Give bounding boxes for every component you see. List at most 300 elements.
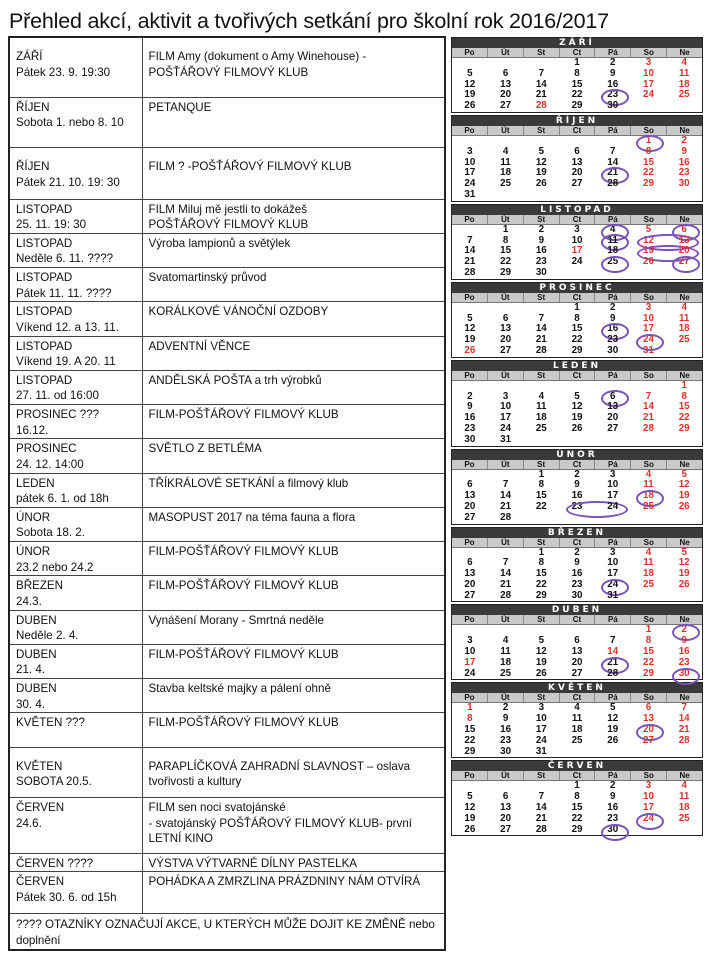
day-cell: 18 <box>678 323 690 335</box>
month-calendar <box>451 37 703 113</box>
month-name: LEDEN <box>452 361 702 371</box>
day-cell: 24 <box>535 734 547 746</box>
day-cell: 23 <box>559 502 595 513</box>
empty-day-cell <box>666 513 702 524</box>
event-description-text: Stavba keltské majky a pálení ohně <box>148 682 331 696</box>
day-cell: 5 <box>681 468 687 480</box>
day-cell: 2 <box>610 780 616 792</box>
event-date-text: ZÁŘÍ <box>16 50 43 63</box>
event-description-cell <box>142 97 445 147</box>
day-cell: 10 <box>607 479 619 491</box>
day-cell: 2 <box>574 468 580 480</box>
day-cell: 5 <box>574 390 580 402</box>
day-name: Ne <box>666 538 702 547</box>
empty-day-cell <box>631 747 667 758</box>
day-cell: 1 <box>574 780 580 792</box>
day-cell: 9 <box>610 791 616 803</box>
day-cell: 6 <box>574 145 580 157</box>
calendar-column <box>451 37 703 836</box>
day-cell: 28 <box>678 734 690 746</box>
event-row <box>9 97 445 147</box>
day-name: Út <box>487 460 523 469</box>
day-cell: 5 <box>610 702 616 714</box>
day-cell: 14 <box>500 568 512 580</box>
event-date-cell <box>9 233 142 267</box>
event-date-cell <box>9 644 142 678</box>
day-cell: 8 <box>645 145 652 157</box>
day-cell: 27 <box>666 257 702 268</box>
day-name: Ne <box>666 371 702 380</box>
empty-day-cell <box>666 101 702 112</box>
day-cell: 10 <box>500 401 512 413</box>
day-cell: 1 <box>574 301 580 313</box>
day-name: Ct <box>559 48 595 57</box>
day-cell: 13 <box>500 78 512 90</box>
day-cell: 8 <box>574 67 580 79</box>
event-description-cell <box>142 798 445 853</box>
day-cell: 10 <box>607 557 619 569</box>
event-date-cell <box>9 747 142 797</box>
day-cell: 26 <box>464 100 476 112</box>
day-cell: 23 <box>607 812 619 824</box>
day-cell: 13 <box>643 713 654 725</box>
event-description-text: FILM ? -POŠŤÁŘOVÝ FILMOVÝ KLUB <box>148 160 352 174</box>
page-title: Přehled akcí, aktivit a tvořivých setkání pro školní rok 2016/2017 <box>9 9 609 33</box>
day-cell: 28 <box>607 178 619 190</box>
week-row <box>452 257 702 268</box>
day-cell: 24 <box>643 89 654 101</box>
empty-day-cell <box>595 190 631 201</box>
day-cell: 8 <box>645 635 652 647</box>
day-name: Po <box>464 48 475 57</box>
day-cell: 17 <box>643 78 654 90</box>
day-cell: 7 <box>610 635 616 647</box>
event-row <box>9 148 445 199</box>
event-date-cell <box>9 798 142 853</box>
day-cell: 24 <box>631 814 667 825</box>
day-cell: 5 <box>467 791 473 803</box>
month-name: LISTOPAD <box>452 205 702 215</box>
day-cell: 7 <box>538 312 545 324</box>
day-cell: 21 <box>643 412 654 424</box>
event-date-text: ČERVEN ???? <box>16 856 94 870</box>
event-date-text: 24. 12. 14:00 <box>16 457 84 471</box>
day-name: Ne <box>666 126 702 135</box>
day-name: Pá <box>594 771 630 780</box>
day-cell: 25 <box>643 578 654 590</box>
day-cell: 28 <box>607 667 619 679</box>
day-cell: 1 <box>631 136 667 147</box>
week-row <box>452 346 702 357</box>
week-row <box>452 303 702 314</box>
day-cell: 23 <box>500 734 512 746</box>
event-date-text: 23.2 nebo 24.2 <box>16 560 94 574</box>
day-name: St <box>523 371 559 380</box>
event-date-text: SOBOTA 20.5. <box>16 775 92 789</box>
day-cell: 11 <box>643 479 654 491</box>
day-cell: 2 <box>538 223 545 235</box>
day-cell: 12 <box>464 323 476 335</box>
event-description-text: PETANQUE <box>148 100 212 114</box>
day-cell: 28 <box>535 344 547 356</box>
day-cell: 15 <box>535 490 547 502</box>
event-date-text: 24.3. <box>16 594 42 608</box>
month-name: ŘÍJEN <box>452 116 702 126</box>
day-name: Po <box>464 125 475 135</box>
event-date-cell <box>9 542 142 576</box>
day-cell: 15 <box>571 802 583 814</box>
event-description-text: FILM Amy (dokument o Amy Winehouse) - <box>148 50 367 63</box>
empty-day-cell <box>595 513 631 524</box>
empty-day-cell <box>666 825 702 836</box>
day-cell: 17 <box>464 656 476 668</box>
event-date-cell <box>9 576 142 610</box>
day-cell: 18 <box>571 724 583 736</box>
events-table <box>8 36 446 951</box>
day-cell: 20 <box>631 725 667 736</box>
day-cell: 2 <box>681 134 687 146</box>
day-cell: 13 <box>571 156 583 168</box>
day-cell: 2 <box>610 57 616 68</box>
day-cell: 6 <box>645 702 652 714</box>
day-name: Po <box>464 214 475 224</box>
note-text: doplnění <box>16 933 61 947</box>
event-row <box>9 199 445 233</box>
event-description-cell <box>142 439 445 473</box>
day-cell: 7 <box>645 390 652 402</box>
day-cell: 7 <box>538 791 545 803</box>
day-cell: 14 <box>500 490 512 502</box>
day-cell: 15 <box>643 156 654 168</box>
day-cell: 16 <box>678 646 690 658</box>
day-cell: 22 <box>643 167 654 179</box>
day-cell: 11 <box>678 791 690 803</box>
event-description-text: FILM-POŠŤÁŘOVÝ FILMOVÝ KLUB <box>148 408 339 422</box>
month-calendar <box>451 760 703 836</box>
event-date-text: 27. 11. od 16:00 <box>16 389 99 403</box>
day-cell: 10 <box>464 156 476 168</box>
event-description-cell <box>142 37 445 97</box>
day-cell: 3 <box>645 57 652 68</box>
day-cell: 16 <box>607 78 619 90</box>
day-name: Pá <box>594 371 630 380</box>
day-cell: 18 <box>607 245 619 257</box>
event-row <box>9 798 445 853</box>
day-cell: 8 <box>681 390 687 402</box>
day-cell: 10 <box>464 646 476 658</box>
month-calendar <box>451 449 703 525</box>
event-row <box>9 644 445 678</box>
day-cell: 27 <box>500 100 512 112</box>
day-cell: 9 <box>574 557 580 569</box>
empty-day-cell <box>631 513 667 524</box>
week-row <box>452 435 702 446</box>
day-cell: 20 <box>607 412 619 424</box>
day-cell: 12 <box>571 401 583 413</box>
day-cell: 7 <box>538 67 545 79</box>
day-name: St <box>523 538 559 547</box>
day-cell: 5 <box>538 145 545 157</box>
day-cell: 27 <box>643 734 654 746</box>
day-cell: 29 <box>643 178 654 190</box>
day-cell: 14 <box>535 323 547 335</box>
day-cell: 1 <box>574 57 580 68</box>
event-date-text: Neděle 6. 11. ???? <box>16 252 114 266</box>
day-cell: 14 <box>535 802 547 814</box>
event-date-text: LISTOPAD <box>16 305 73 319</box>
day-cell: 27 <box>464 511 476 523</box>
month-name: ČERVEN <box>452 761 702 771</box>
day-name: Út <box>487 693 523 702</box>
day-cell: 4 <box>645 546 652 558</box>
day-name: Ct <box>559 615 595 624</box>
month-name: KVĚTEN <box>452 683 702 693</box>
day-cell: 25 <box>678 89 690 101</box>
event-description-cell <box>142 747 445 797</box>
day-cell: 16 <box>571 490 583 502</box>
day-cell: 10 <box>643 312 654 324</box>
event-date-text: LISTOPAD <box>16 271 73 285</box>
event-date-cell <box>9 199 142 233</box>
day-cell: 22 <box>678 412 690 424</box>
day-cell: 21 <box>535 89 547 101</box>
week-row <box>452 669 702 680</box>
event-description-text: POŠŤÁŘOVÝ FILMOVÝ KLUB <box>148 65 309 79</box>
day-name: Út <box>487 215 523 224</box>
empty-day-cell <box>523 513 559 524</box>
event-date-text: 24.6. <box>16 816 42 830</box>
day-cell: 21 <box>595 658 631 669</box>
day-cell: 30 <box>595 825 631 836</box>
event-description-cell <box>142 542 445 576</box>
day-name: So <box>630 126 666 135</box>
empty-day-cell <box>559 513 595 524</box>
day-name: Pá <box>594 693 630 702</box>
month-calendar <box>451 204 703 280</box>
event-description-cell <box>142 268 445 302</box>
day-name: St <box>523 460 559 469</box>
day-name: Út <box>487 126 523 135</box>
empty-day-cell <box>523 435 559 446</box>
day-name: Pá <box>594 538 630 547</box>
event-description-cell <box>142 507 445 541</box>
day-cell: 15 <box>571 78 583 90</box>
event-description-text: FILM sen noci svatojánské <box>148 801 286 815</box>
empty-day-cell <box>631 101 667 112</box>
event-date-text: DUBEN <box>16 613 57 627</box>
event-date-cell <box>9 713 142 747</box>
event-date-text: Pátek 30. 6. od 15h <box>16 890 117 904</box>
day-cell: 14 <box>643 401 654 413</box>
day-cell: 27 <box>607 422 619 434</box>
day-name: So <box>630 693 666 702</box>
event-description-text: ADVENTNÍ VĚNCE <box>148 339 251 353</box>
empty-day-cell <box>631 825 667 836</box>
day-cell: 12 <box>631 236 667 247</box>
day-cell: 14 <box>678 713 690 725</box>
day-cell: 26 <box>678 500 690 512</box>
event-description-text: SVĚTLO Z BETLÉMA <box>148 442 262 456</box>
day-cell: 23 <box>464 422 476 434</box>
day-cell: 7 <box>502 479 509 491</box>
day-name: St <box>523 126 559 135</box>
empty-day-cell <box>488 190 524 201</box>
day-cell: 15 <box>678 401 690 413</box>
event-description-cell <box>142 644 445 678</box>
event-description-text: FILM-POŠŤÁŘOVÝ FILMOVÝ KLUB <box>148 647 339 661</box>
day-name: So <box>630 371 666 380</box>
empty-day-cell <box>559 268 595 279</box>
day-cell: 11 <box>643 557 654 569</box>
event-date-cell <box>9 405 142 439</box>
event-description-text: VÝSTVA VÝTVARNÉ DÍLNY PASTELKA <box>148 856 358 870</box>
day-cell: 7 <box>502 557 509 569</box>
day-cell: 4 <box>681 780 687 792</box>
event-date-text: ÚNOR <box>16 510 51 524</box>
day-name: Po <box>464 615 475 625</box>
day-cell: 11 <box>536 401 547 413</box>
day-cell: 6 <box>574 635 580 647</box>
event-date-text: BŘEZEN <box>16 579 64 593</box>
day-cell: 2 <box>502 702 509 714</box>
event-row <box>9 507 445 541</box>
day-cell: 13 <box>464 568 476 580</box>
day-cell: 19 <box>464 334 476 346</box>
day-cell: 24 <box>464 178 476 190</box>
empty-day-cell <box>595 268 631 279</box>
day-cell: 24 <box>595 580 631 591</box>
day-cell: 16 <box>571 568 583 580</box>
day-cell: 3 <box>645 301 652 313</box>
event-description-text: LETNÍ KINO <box>148 832 213 846</box>
day-cell: 11 <box>678 67 690 79</box>
day-cell: 3 <box>538 702 545 714</box>
day-cell: 30 <box>500 745 512 757</box>
empty-day-cell <box>523 303 559 314</box>
day-cell: 4 <box>595 225 631 236</box>
day-cell: 30 <box>678 178 690 190</box>
day-cell: 18 <box>500 167 512 179</box>
day-cell: 31 <box>464 188 476 200</box>
event-description-cell <box>142 405 445 439</box>
day-cell: 19 <box>607 724 619 736</box>
event-description-text: MASOPUST 2017 na téma fauna a flora <box>148 510 356 524</box>
day-cell: 29 <box>571 823 583 835</box>
day-name: Po <box>464 292 475 302</box>
event-date-text: Sobota 1. nebo 8. 10 <box>16 116 124 130</box>
day-cell: 18 <box>535 412 547 424</box>
empty-day-cell <box>488 303 524 314</box>
day-name: Út <box>487 293 523 302</box>
day-cell: 26 <box>464 344 476 356</box>
day-cell: 30 <box>464 433 476 445</box>
month-name: BŘEZEN <box>452 528 702 538</box>
day-cell: 14 <box>607 646 619 658</box>
day-cell: 4 <box>681 57 687 68</box>
empty-day-cell <box>452 381 488 392</box>
event-row <box>9 370 445 404</box>
day-cell: 5 <box>467 312 473 324</box>
day-name: St <box>523 215 559 224</box>
day-cell: 29 <box>535 589 547 601</box>
day-cell: 21 <box>500 578 512 590</box>
day-cell: 17 <box>643 323 654 335</box>
week-row <box>452 381 702 392</box>
day-cell: 19 <box>535 656 547 668</box>
day-cell: 28 <box>500 589 512 601</box>
day-cell: 20 <box>464 500 476 512</box>
day-cell: 25 <box>678 812 690 824</box>
event-date-text: LISTOPAD <box>16 202 73 216</box>
event-description-cell <box>142 370 445 404</box>
day-name: Ne <box>666 48 702 57</box>
day-cell: 21 <box>500 500 512 512</box>
day-name: Ct <box>559 126 595 135</box>
empty-day-cell <box>559 190 595 201</box>
event-row <box>9 610 445 644</box>
day-cell: 4 <box>502 635 509 647</box>
day-name: Pá <box>594 460 630 469</box>
day-cell: 21 <box>678 724 690 736</box>
day-cell: 3 <box>610 468 616 480</box>
empty-day-cell <box>666 747 702 758</box>
day-cell: 29 <box>500 266 512 278</box>
event-description-text: FILM Miluj mě jestli to dokážeš <box>148 202 307 216</box>
day-cell: 5 <box>645 223 652 235</box>
event-date-cell <box>9 679 142 713</box>
day-cell: 13 <box>500 323 512 335</box>
day-cell: 25 <box>678 334 690 346</box>
day-cell: 17 <box>571 245 583 257</box>
event-row <box>9 439 445 473</box>
day-name: Ne <box>666 771 702 780</box>
day-cell: 7 <box>467 234 473 246</box>
empty-day-cell <box>595 747 631 758</box>
week-row <box>452 747 702 758</box>
event-date-cell <box>9 507 142 541</box>
day-cell: 16 <box>595 324 631 335</box>
event-description-text: Vynášení Morany - Smrtná neděle <box>148 613 324 627</box>
day-cell: 26 <box>535 667 547 679</box>
event-description-cell <box>142 233 445 267</box>
day-cell: 25 <box>595 257 631 268</box>
event-date-cell <box>9 610 142 644</box>
day-cell: 19 <box>535 167 547 179</box>
day-cell: 6 <box>467 479 473 491</box>
day-cell: 26 <box>464 823 476 835</box>
day-cell: 27 <box>571 667 583 679</box>
day-cell: 25 <box>500 178 512 190</box>
event-row <box>9 473 445 507</box>
day-cell: 10 <box>535 713 547 725</box>
day-name: St <box>523 693 559 702</box>
day-cell: 13 <box>678 234 690 246</box>
event-date-text: LEDEN <box>16 476 55 490</box>
event-row <box>9 872 445 914</box>
day-cell: 26 <box>571 422 583 434</box>
day-cell: 15 <box>643 646 654 658</box>
event-date-text: ČERVEN <box>16 801 65 815</box>
day-cell: 18 <box>643 568 654 580</box>
day-cell: 30 <box>571 589 583 601</box>
day-cell: 9 <box>610 312 616 324</box>
day-cell: 9 <box>681 635 687 647</box>
event-description-cell <box>142 148 445 199</box>
day-cell: 24 <box>500 422 512 434</box>
day-cell: 10 <box>643 791 654 803</box>
day-name: Ct <box>559 538 595 547</box>
week-row <box>452 513 702 524</box>
